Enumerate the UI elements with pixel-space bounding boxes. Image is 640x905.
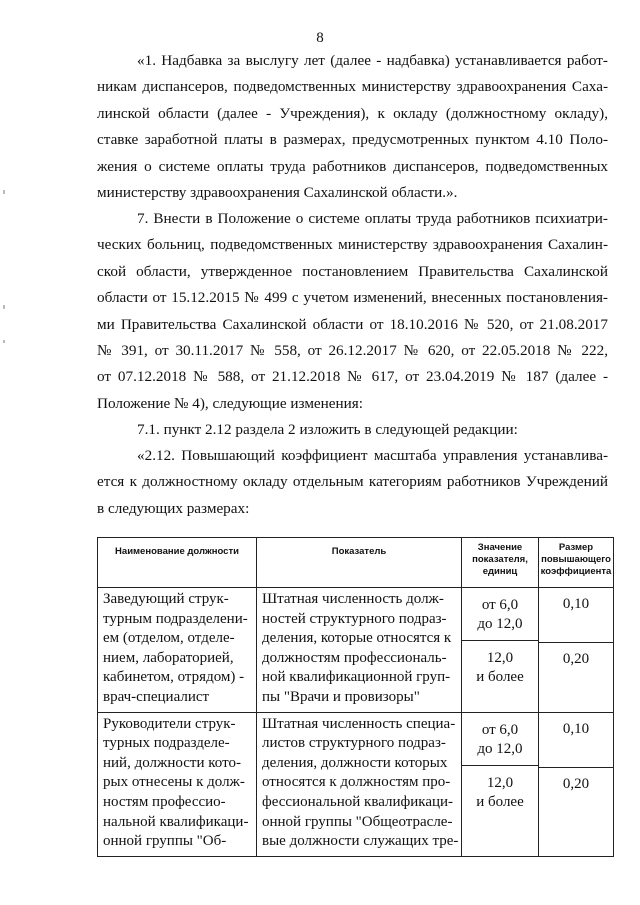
- cell-position: Руководители струк- турных подразделе- ний, должности кото- рых отнесены к долж- ностям профессио- нальной квалификаци- онной группы "Об-: [98, 712, 257, 856]
- paragraph-line: ческих больниц, подведомственных министерству здравоохранения Сахалин-: [97, 236, 608, 254]
- paragraph-line: 7.1. пункт 2.12 раздела 2 изложить в следующей редакции:: [137, 421, 518, 438]
- paragraph-line: ется к должностному окладу отдельным категориям работников Учреждений: [97, 473, 608, 491]
- header-coefficient: Размер повышающего коэффициента: [539, 538, 614, 588]
- margin-mark: [3, 305, 5, 309]
- paragraph-7-1: [97, 417, 608, 443]
- paragraph-line: министерству здравоохранения Сахалинской области.».: [97, 184, 458, 202]
- coefficient-value: 0,20: [539, 642, 613, 668]
- paragraph-line: ми Правительства Сахалинской области от 18.10.2016 № 520, от 21.08.2017: [97, 315, 608, 333]
- paragraph-line: ставке заработной платы в размерах, предусмотренных пунктом 4.10 Поло-: [97, 131, 608, 149]
- paragraph-line: от 07.12.2018 № 588, от 21.12.2018 № 617, от 23.04.2019 № 187 (далее -: [97, 368, 608, 386]
- header-indicator-value: Значение показателя, единиц: [462, 538, 539, 588]
- coefficient-table: [97, 537, 614, 857]
- coefficient-value: 0,20: [539, 767, 613, 793]
- cell-indicator-value: от 6,0 до 12,0 12,0 и более: [462, 712, 539, 856]
- paragraph-amendment-7: [97, 206, 608, 417]
- page-number: 8: [316, 30, 324, 46]
- cell-position: Заведующий струк- турным подразделени- ем (отделом, отделе- нием, лабораторией, кабинетом, отрядом) - врач-специалист: [98, 588, 257, 713]
- cell-indicator: Штатная численность долж- ностей структурного подраз- деления, которые относятся к должностям профессиональ- ной квалификационной груп- пы "Врачи и провизоры": [257, 588, 462, 713]
- paragraph-line: ской области, утвержденное постановлением Правительства Сахалинской: [97, 262, 608, 280]
- margin-mark: [3, 340, 5, 343]
- coefficient-value: 0,10: [562, 596, 590, 612]
- paragraph-line: Положение № 4), следующие изменения:: [97, 394, 363, 412]
- cell-coefficient: [539, 712, 614, 856]
- table-row: [98, 588, 614, 713]
- cell-indicator-value: от 6,0 до 12,0 12,0 и более: [462, 588, 539, 713]
- paragraph-line: «1. Надбавка за выслугу лет (далее - надбавка) устанавливается работ-: [137, 52, 608, 69]
- cell-coefficient: [539, 588, 614, 713]
- paragraph-line: жения о системе оплаты труда работников диспансеров, подведомственных: [97, 157, 608, 175]
- header-position: Наименование должности: [98, 538, 257, 588]
- paragraph-line: «2.12. Повышающий коэффициент масштаба управления устанавлива-: [137, 447, 608, 464]
- paragraph-line: линской области (далее - Учреждения), к окладу (должностному окладу),: [97, 104, 608, 122]
- header-indicator: Показатель: [257, 538, 462, 588]
- margin-mark: [3, 190, 5, 194]
- paragraph-bonus-seniority: [97, 48, 608, 206]
- coefficient-value: 0,10: [562, 720, 590, 737]
- paragraph-2-12: [97, 443, 608, 522]
- paragraph-line: области от 15.12.2015 № 499 с учетом изменений, внесенных постановления-: [97, 289, 608, 307]
- table-row: [98, 712, 614, 856]
- table-header-row: [98, 538, 614, 588]
- paragraph-line: никам диспансеров, подведомственных министерству здравоохранения Саха-: [97, 78, 608, 96]
- cell-indicator: Штатная численность специа- листов структурного подраз- деления, должности которых относятся к должностям про- фессиональной квалификаци- онной группы "Общеотрасле- вые должности служащих тре-: [257, 712, 462, 856]
- paragraph-line: в следующих размерах:: [97, 499, 250, 517]
- paragraph-line: № 391, от 30.11.2017 № 558, от 26.12.2017 № 620, от 22.05.2018 № 222,: [97, 342, 608, 360]
- paragraph-line: 7. Внести в Положение о системе оплаты труда работников психиатри-: [137, 210, 608, 227]
